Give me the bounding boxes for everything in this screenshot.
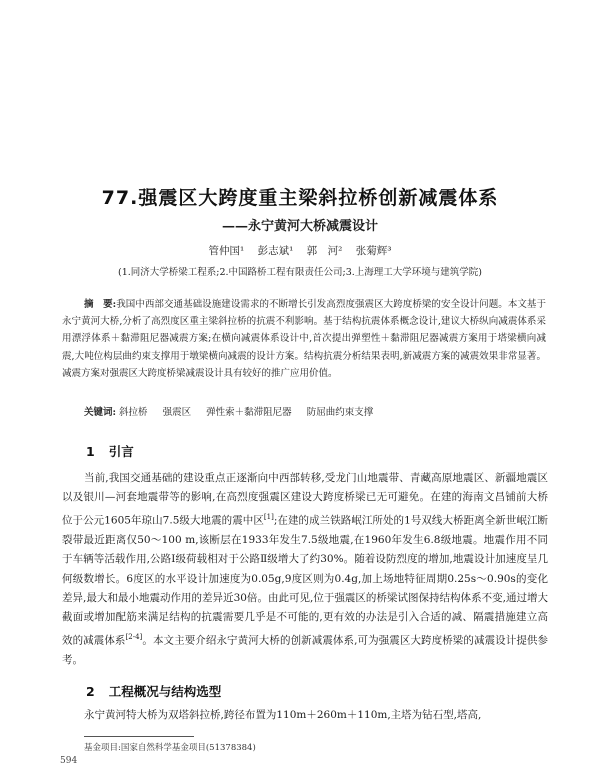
abstract-text: 我国中西部交通基础设施建设需求的不断增长引发高烈度强震区大跨度桥梁的安全设计问题。本文基于永宁黄河大桥,分析了高烈度区重主梁斜拉桥的抗震不利影响。基于结构抗震体系概念设计,建议大桥纵向减震体系采用漂浮体系＋黏滞阻尼器减震方案;在横向减震体系设计中,首次提出弹塑性＋黏滞阻尼器减震方案用于塔梁横向减震,大吨位构层曲约束支撑用于墩梁横向减震的设计方案。结构抗震分析结果表明,新减震方案的减震效果非常显著。减震方案对强震区大跨度桥梁减震设计具有较好的推广应用价值。 bbox=[62, 299, 546, 379]
section-heading-project-overview bbox=[86, 682, 221, 700]
author: 郭 河² bbox=[306, 245, 343, 257]
page-number: 594 bbox=[60, 756, 78, 766]
section-title: 工程概况与结构选型 bbox=[108, 684, 222, 699]
keyword: 强震区 bbox=[162, 407, 192, 418]
keyword: 弹性索＋黏滞阻尼器 bbox=[206, 407, 292, 418]
paper-subtitle: ——永宁黄河大桥减震设计 bbox=[221, 219, 378, 234]
paragraph-text: 当前,我国交通基础的建设重点正逐渐向中西部转移,受龙门山地震带、青藏高原地震区、新疆地震区以及银川—河套地震带等的影响,在高烈度强震区建设大跨度桥梁已无可避免。在建的海南文昌铺前大桥位于公元1605年琼山7.5级大地震的震中区 bbox=[62, 472, 548, 527]
keyword: 斜拉桥 bbox=[119, 407, 148, 418]
abstract-label: 摘 要: bbox=[84, 299, 117, 310]
author: 彭志斌¹ bbox=[257, 245, 294, 257]
citation: [2-4] bbox=[125, 632, 143, 641]
keyword: 防屈曲约束支撑 bbox=[306, 407, 374, 418]
introduction-paragraph bbox=[62, 469, 548, 670]
paragraph-text: ;在建的成兰铁路岷江所处的1号双线大桥距离全新世岷江断裂带最近距离仅50～100 m,该断层在1933年发生7.5级地震,在1960年发生6.8级地震。地震作用不同于车辆等活载作用,公路Ⅰ级荷载相对于公路Ⅱ级增大了约30%。随着设防烈度的增加,地震设计加速度呈几何级数增长。6度区的水平设计加速度为0.05g,9度区则为0.4g,加上场地特征周期0.25s～0.90s的变化差异,最大和最小地震动作用的差异近30倍。由此可见,位于强震区的桥梁试图保持结构体系不变,通过增大截面或增加配筋来满足结构的抗震需要几乎是不可能的,更有效的办法是引入合适的减、隔震措施建立高效的减震体系 bbox=[62, 514, 549, 647]
keywords bbox=[84, 404, 554, 418]
keywords-label: 关键词: bbox=[84, 407, 117, 418]
abstract bbox=[62, 296, 546, 382]
section-number: 1 bbox=[86, 444, 95, 459]
author: 张菊辉³ bbox=[355, 245, 392, 257]
section-heading-introduction bbox=[86, 442, 134, 460]
section-number: 2 bbox=[86, 684, 95, 699]
project-overview-paragraph: 永宁黄河特大桥为双塔斜拉桥,跨径布置为110m＋260m＋110m,主塔为钻石型,塔高, bbox=[84, 709, 482, 721]
footnote-divider bbox=[84, 736, 194, 737]
author-list bbox=[0, 243, 600, 258]
paragraph-text: 。本文主要介绍永宁黄河大桥的创新减震体系,可为强震区大跨度桥梁的减震设计提供参考。 bbox=[62, 634, 549, 666]
citation: [1] bbox=[263, 512, 274, 521]
affiliations: (1.同济大学桥梁工程系;2.中国路桥工程有限责任公司;3.上海理工大学环境与建筑学院) bbox=[117, 267, 482, 278]
paper-title: 77.强震区大跨度重主梁斜拉桥创新减震体系 bbox=[101, 187, 499, 209]
section-title: 引言 bbox=[108, 444, 134, 459]
footnote: 基金项目:国家自然科学基金项目(51378384) bbox=[84, 743, 256, 753]
author: 管仲国¹ bbox=[208, 245, 245, 257]
